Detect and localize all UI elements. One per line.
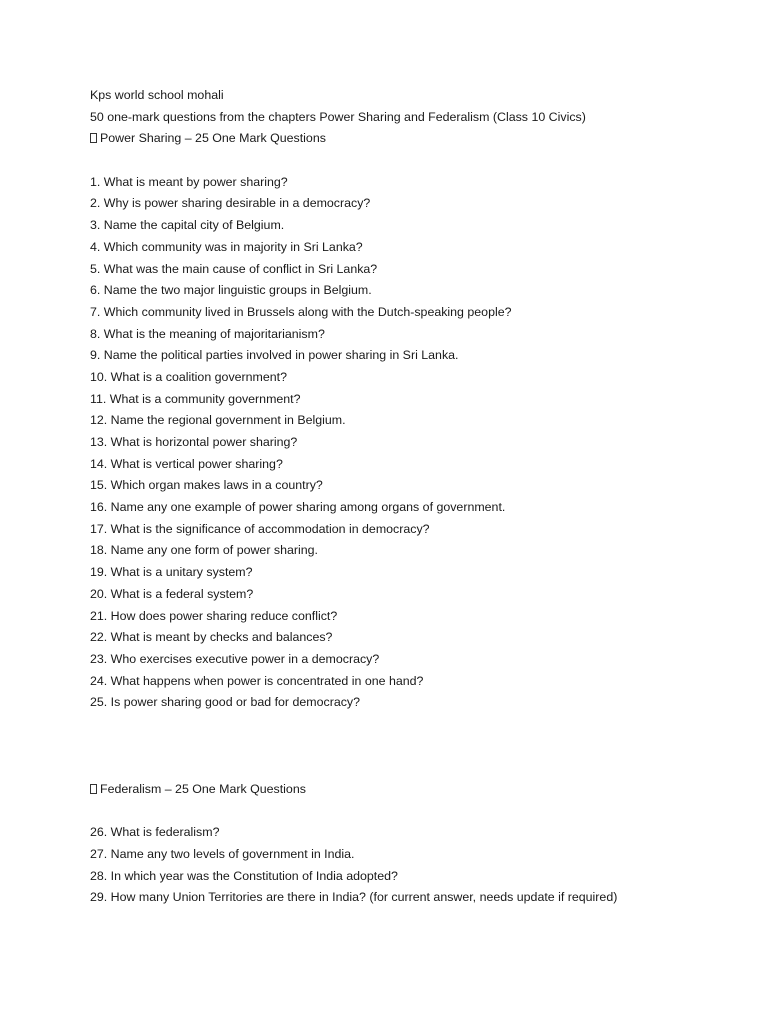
spacer xyxy=(90,150,750,172)
question-list-power-sharing xyxy=(90,172,750,714)
question-item: 24. What happens when power is concentrated in one hand? xyxy=(90,673,424,688)
document-subtitle: 50 one-mark questions from the chapters Power Sharing and Federalism (Class 10 Civics) xyxy=(90,109,586,124)
question-item: 12. Name the regional government in Belgium. xyxy=(90,413,346,428)
question-item: 17. What is the significance of accommodation in democracy? xyxy=(90,521,430,536)
question-item: 4. Which community was in majority in Sri Lanka? xyxy=(90,239,363,254)
question-item: 9. Name the political parties involved in power sharing in Sri Lanka. xyxy=(90,348,459,363)
section-heading-power-sharing xyxy=(90,128,750,150)
spacer xyxy=(90,714,750,779)
section-heading-text: Power Sharing – 25 One Mark Questions xyxy=(100,131,326,146)
question-item: 1. What is meant by power sharing? xyxy=(90,174,288,189)
question-item: 2. Why is power sharing desirable in a democracy? xyxy=(90,196,371,211)
question-item: 29. How many Union Territories are there in India? (for current answer, needs update if required) xyxy=(90,890,618,905)
question-item: 19. What is a unitary system? xyxy=(90,565,253,580)
question-item: 11. What is a community government? xyxy=(90,391,301,406)
spacer xyxy=(90,801,750,823)
question-item: 10. What is a coalition government? xyxy=(90,369,287,384)
question-item: 6. Name the two major linguistic groups in Belgium. xyxy=(90,283,372,298)
document-body xyxy=(90,85,750,909)
question-item: 23. Who exercises executive power in a democracy? xyxy=(90,651,380,666)
question-item: 14. What is vertical power sharing? xyxy=(90,456,283,471)
question-item: 13. What is horizontal power sharing? xyxy=(90,435,298,449)
missing-glyph-icon xyxy=(90,784,97,794)
question-item: 5. What was the main cause of conflict in Sri Lanka? xyxy=(90,261,378,276)
school-name: Kps world school mohali xyxy=(90,88,224,102)
question-item: 8. What is the meaning of majoritarianism? xyxy=(90,326,325,341)
question-item: 28. In which year was the Constitution of India adopted? xyxy=(90,868,398,883)
question-item: 27. Name any two levels of government in India. xyxy=(90,847,355,861)
question-item: 25. Is power sharing good or bad for democracy? xyxy=(90,695,360,710)
question-item: 21. How does power sharing reduce conflict? xyxy=(90,608,338,623)
question-list-federalism xyxy=(90,822,750,909)
question-item: 22. What is meant by checks and balances? xyxy=(90,630,333,645)
question-item: 20. What is a federal system? xyxy=(90,586,254,601)
missing-glyph-icon xyxy=(90,133,97,143)
section-heading-federalism xyxy=(90,779,750,801)
question-item: 3. Name the capital city of Belgium. xyxy=(90,218,285,233)
question-item: 26. What is federalism? xyxy=(90,825,220,840)
question-item: 7. Which community lived in Brussels along with the Dutch-speaking people? xyxy=(90,304,512,319)
question-item: 15. Which organ makes laws in a country? xyxy=(90,478,323,493)
section-heading-text: Federalism – 25 One Mark Questions xyxy=(100,781,306,796)
question-item: 18. Name any one form of power sharing. xyxy=(90,543,318,558)
question-item: 16. Name any one example of power sharing among organs of government. xyxy=(90,500,506,515)
